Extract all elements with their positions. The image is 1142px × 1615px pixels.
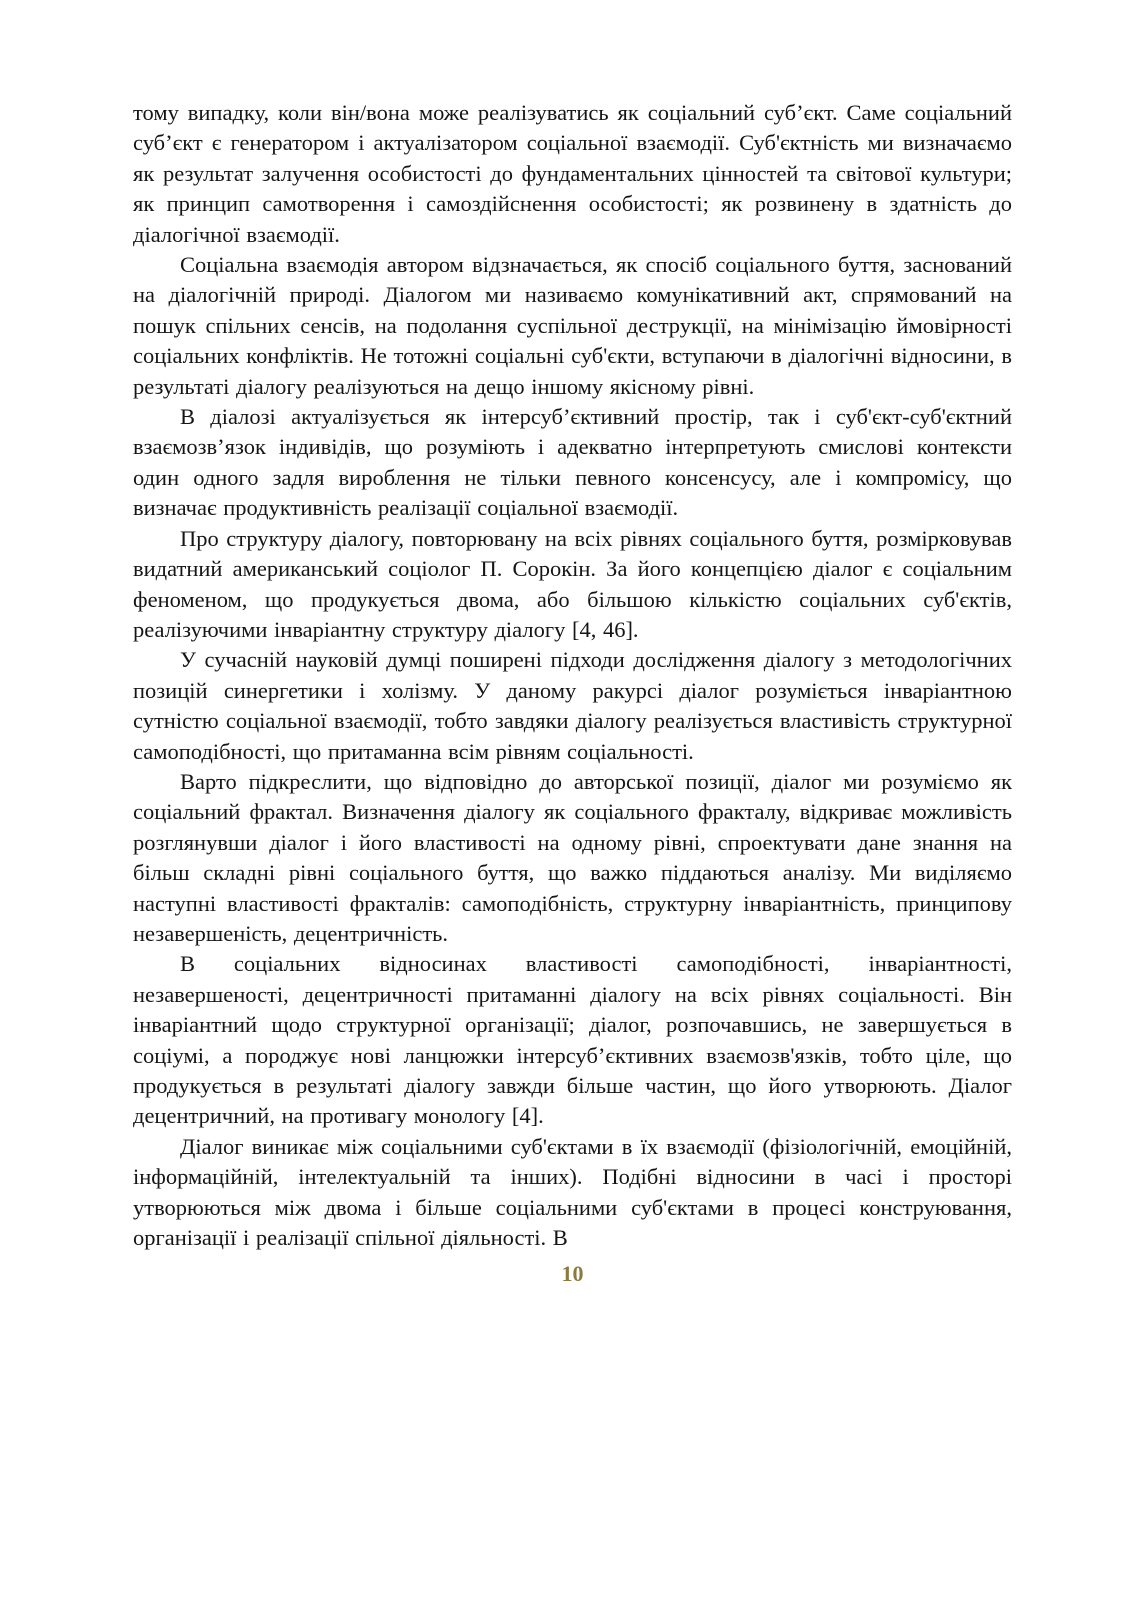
paragraph: В діалозі актуалізується як інтерсуб’єктивний простір, так і суб'єкт-суб'єктний взаємозв’язок індивідів, що розуміють і адекватно інтерпретують смислові контексти один одного задля вироблення не тільки певного консенсусу, але і компромісу, що визначає продуктивність реалізації соціальної взаємодії. bbox=[133, 404, 1012, 521]
page-number: 10 bbox=[561, 1261, 584, 1287]
paragraph: У сучасній науковій думці поширені підходи дослідження діалогу з методологічних позицій синергетики і холізму. У даному ракурсі діалог розуміється інваріантною сутністю соціальної взаємодії, тобто завдяки діалогу реалізується властивість структурної самоподібності, що притаманна всім рівням соціальності. bbox=[133, 647, 1012, 764]
paragraph: тому випадку, коли він/вона може реалізуватись як соціальний суб’єкт. Саме соціальний суб’єкт є генератором і актуалізатором соціальної взаємодії. Суб'єктність ми визначаємо як результат залучення особистості до фундаментальних цінностей та світової культури; як принцип самотворення і самоздійснення особистості; як розвинену в здатність до діалогічної взаємодії. bbox=[133, 100, 1012, 247]
paragraph: Соціальна взаємодія автором відзначається, як спосіб соціального буття, заснований на діалогічній природі. Діалогом ми називаємо комунікативний акт, спрямований на пошук спільних сенсів, на подолання суспільної деструкції, на мінімізацію ймовірності соціальних конфліктів. Не тотожні соціальні суб'єкти, вступаючи в діалогічні відносини, в результаті діалогу реалізуються на дещо іншому якісному рівні. bbox=[133, 252, 1012, 399]
paragraph: Про структуру діалогу, повторювану на всіх рівнях соціального буття, розмірковував видатний американський соціолог П. Сорокін. За його концепцією діалог є соціальним феноменом, що продукується двома, або більшою кількістю соціальних суб'єктів, реалізуючими інваріантну структуру діалогу [4, 46]. bbox=[133, 525, 1012, 642]
text-block bbox=[133, 98, 1012, 1253]
paragraph: Варто підкреслити, що відповідно до авторської позиції, діалог ми розуміємо як соціальний фрактал. Визначення діалогу як соціального фракталу, відкриває можливість розглянувши діалог і його властивості на одному рівні, спроектувати дане знання на більш складні рівні соціального буття, що важко піддаються аналізу. Ми виділяємо наступні властивості фракталів: самоподібність, структурну інваріантність, принципову незавершеність, децентричність. bbox=[133, 768, 1012, 946]
paragraph: Діалог виникає між соціальними суб'єктами в їх взаємодії (фізіологічній, емоційній, інформаційній, інтелектуальній та інших). Подібні відносини в часі і просторі утворюються між двома і більше соціальними суб'єктами в процесі конструювання, організації і реалізації спільної діяльності. В bbox=[133, 1133, 1012, 1251]
paragraph: В соціальних відносинах властивості самоподібності, інваріантності, незавершеності, децентричності притаманні діалогу на всіх рівнях соціальності. Він інваріантний щодо структурної організації; діалог, розпочавшись, не завершується в соціумі, а породжує нові ланцюжки інтерсуб’єктивних взаємозв'язків, тобто ціле, що продукується в результаті діалогу завжди більше частин, що його утворюють. Діалог децентричний, на противагу монологу [4]. bbox=[133, 951, 1012, 1129]
